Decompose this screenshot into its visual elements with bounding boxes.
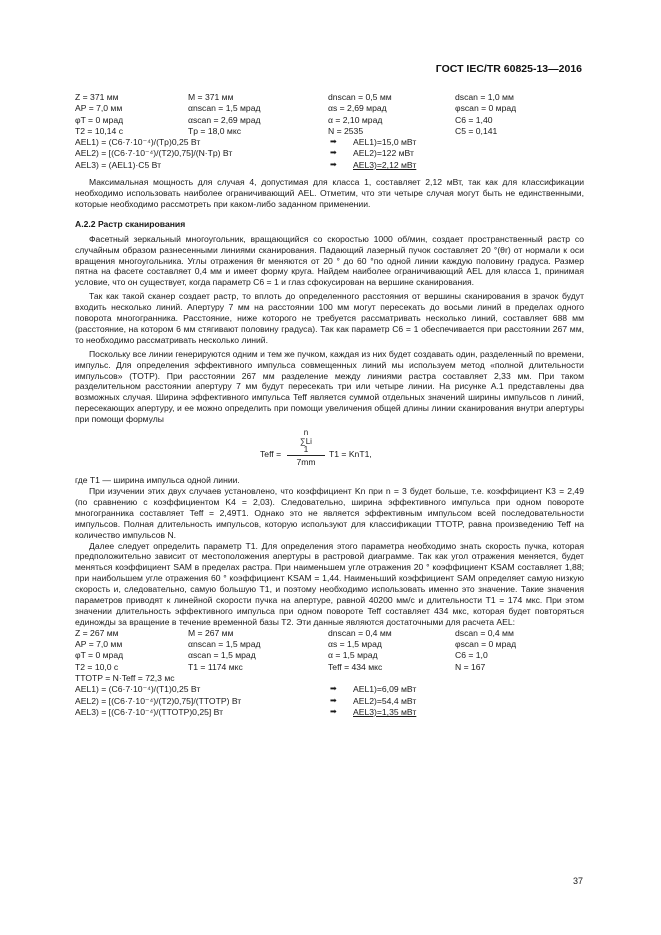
table-row bbox=[75, 115, 584, 126]
table-cell: Z = 267 мм bbox=[75, 627, 119, 638]
table-cell: AP = 7,0 мм bbox=[75, 103, 123, 114]
table-cell: N = 167 bbox=[455, 661, 486, 672]
ttotp-line bbox=[75, 673, 584, 684]
sum-lower-limit: 1 bbox=[303, 444, 309, 454]
ael-result: AEL2)=122 мВт bbox=[353, 148, 414, 159]
ael-formula: AEL3) = (AEL1)·C5 Вт bbox=[75, 159, 162, 170]
sum-upper-limit: n bbox=[303, 428, 309, 438]
table-cell: dscan = 0,4 мм bbox=[455, 627, 514, 638]
table-row bbox=[75, 662, 584, 673]
arrow-right-icon: ➡ bbox=[330, 137, 337, 147]
arrow-right-icon: ➡ bbox=[330, 684, 337, 694]
formula-denominator: 7mm bbox=[296, 457, 316, 468]
ael-result-limiting: AEL3)=1,35 мВт bbox=[353, 706, 417, 717]
table-cell: dnscan = 0,5 мм bbox=[328, 92, 392, 102]
ael-formula: AEL1) = (C6·7·10⁻⁴)/(Tp)0,25 Вт bbox=[75, 137, 201, 148]
paragraph-totp-method: Поскольку все линии генерируются одним и тем же пучком, каждая из них будет создавать один, разделенный по времени, импульс. Для определения эффективного импульса совмещенных линий мы используем метод «полной длительности импульсов» (TOTP). При расстоянии 267 мм разделение между линиями растра составляет 2,33 мм. При таком разделительном расстоянии апертуру 7 мм будут пересекать три или четыре линии. На рисунке А.1 представлены два возможных случая. Ширина эффективного импульса Teff является суммой отдельных значений ширины импульсов n линий, пересекающих апертуру, и ее можно определить при помощи увеличения общей длины линии сканирования внутри апертуры при помощи формулы bbox=[75, 348, 584, 425]
ttotp-formula: TTOTP = N·Teff = 72,3 мс bbox=[75, 672, 175, 683]
table-cell: C6 = 1,40 bbox=[455, 114, 493, 125]
table-cell: αs = 2,69 мрад bbox=[328, 103, 387, 114]
table-row bbox=[75, 92, 584, 103]
table-row bbox=[75, 126, 584, 137]
table-cell: Z = 371 мм bbox=[75, 92, 119, 102]
table-cell: Teff = 434 мкс bbox=[328, 661, 383, 672]
sum-expression: ∑Li bbox=[300, 436, 312, 446]
paragraph-multiple-lines: Так как такой сканер создает растр, то вплоть до определенного расстояния от вершины сканирования в зрачок будут входить несколько линий. Апертуру 7 мм на расстоянии 100 мм могут пересекать до восьми линий в пределах одного поворота многогранника. Расстояние, ниже которого не требуется рассматривать несколько линий, составляет 688 мм (расстояние, на котором 6 мм стягивают половину градуса). Так как параметр C6 = 1 обеспечивается при расстоянии 267 мм, то необходимо рассматривать несколько линий. bbox=[75, 291, 584, 345]
table-cell: φT = 0 мрад bbox=[75, 650, 124, 661]
section-title: Растр сканирования bbox=[97, 218, 186, 229]
table-cell: T1 = 1174 мкс bbox=[188, 661, 243, 672]
table-cell: φscan = 0 мрад bbox=[455, 639, 517, 650]
ael-formula: AEL1) = (C6·7·10⁻⁴)/(T1)0,25 Вт bbox=[75, 684, 201, 695]
arrow-right-icon: ➡ bbox=[330, 159, 337, 169]
ael-formula: AEL2) = [(C6·7·10⁻⁴)/(T2)0,75]/(TTOTP) Вт bbox=[75, 695, 242, 706]
table-cell: C6 = 1,0 bbox=[455, 650, 488, 661]
ael-calculations-2 bbox=[75, 684, 584, 718]
table-row bbox=[75, 639, 584, 650]
ael-result-limiting: AEL3)=2,12 мВт bbox=[353, 159, 417, 170]
ael-formula: AEL2) = [(C6·7·10⁻⁴)/(T2)0,75]/(N·Tp) Вт bbox=[75, 148, 233, 159]
table-cell: φT = 0 мрад bbox=[75, 114, 124, 125]
ael-row bbox=[75, 696, 584, 707]
table-cell: α = 2,10 мрад bbox=[328, 114, 383, 125]
table-row bbox=[75, 628, 584, 639]
table-cell: N = 2535 bbox=[328, 125, 364, 136]
ael-row bbox=[75, 160, 584, 171]
ael-row bbox=[75, 137, 584, 148]
teff-formula bbox=[75, 429, 584, 473]
ael-row bbox=[75, 707, 584, 718]
ael-result: AEL2)=54,4 мВт bbox=[353, 695, 417, 706]
ael-calculations-1 bbox=[75, 137, 584, 171]
table-row bbox=[75, 103, 584, 114]
arrow-right-icon: ➡ bbox=[330, 706, 337, 716]
formula-fraction bbox=[287, 429, 325, 468]
table-cell: αscan = 1,5 мрад bbox=[188, 650, 256, 661]
paragraph-where: где T1 — ширина импульса одной линии. bbox=[75, 475, 240, 486]
table-cell: AP = 7,0 мм bbox=[75, 639, 123, 650]
table-cell: αscan = 2,69 мрад bbox=[188, 114, 261, 125]
table-cell: M = 371 мм bbox=[188, 92, 234, 102]
paragraph-polygon: Фасетный зеркальный многоугольник, вращающийся со скоростью 1000 об/мин, создает пространственный растр со случайным образом разнесенными линиями сканирования. Падающий лазерный пучок составляет 20 °(θr) от нормали к оси вращения многоугольника. Углы отражения θr меняются от 20 ° до 60 °по одной линии каждую половину градуса. Размер пятна на фасете составляет 0,4 мм и имеет форму круга. Найдем наиболее ограничивающий AEL для класса 1, принимая условие, что он существует, когда параметр C6 = 1 и глаз сфокусирован на вершине сканирования. bbox=[75, 233, 584, 288]
table-cell: αnscan = 1,5 мрад bbox=[188, 639, 261, 650]
table-cell: α = 1,5 мрад bbox=[328, 650, 378, 661]
parameters-table-2 bbox=[75, 628, 584, 673]
table-cell: φscan = 0 мрад bbox=[455, 103, 517, 114]
table-cell: T2 = 10,0 с bbox=[75, 661, 119, 672]
paragraph-max-power: Максимальная мощность для случая 4, допустимая для класса 1, составляет 2,12 мВт, так как для классификации необходимо использовать наиболее ограничивающий AEL. Отметим, что эти четыре случая могут быть не единственными, которые необходимо рассмотреть при каком-либо заданном применении. bbox=[75, 177, 584, 209]
table-cell: C5 = 0,141 bbox=[455, 125, 498, 136]
arrow-right-icon: ➡ bbox=[330, 148, 337, 158]
table-cell: M = 267 мм bbox=[188, 627, 234, 638]
ael-result: AEL1)=6,09 мВт bbox=[353, 684, 417, 695]
document-header: ГОСТ IEC/TR 60825-13—2016 bbox=[435, 63, 582, 75]
parameters-table-1 bbox=[75, 92, 584, 137]
table-cell: dscan = 1,0 мм bbox=[455, 92, 514, 102]
table-cell: T2 = 10,14 с bbox=[75, 125, 124, 136]
arrow-right-icon: ➡ bbox=[330, 695, 337, 705]
section-number: А.2.2 bbox=[75, 218, 96, 229]
table-cell: αs = 1,5 мрад bbox=[328, 639, 382, 650]
page-number: 37 bbox=[573, 876, 584, 886]
section-heading bbox=[75, 219, 584, 230]
document-body bbox=[75, 92, 584, 718]
table-cell: Tp = 18,0 мкс bbox=[188, 125, 241, 136]
ael-result: AEL1)=15,0 мВт bbox=[353, 137, 417, 148]
ael-row bbox=[75, 148, 584, 159]
paragraph-parameter-t1: Далее следует определить параметр T1. Для определения этого параметра необходимо знать скорость пучка, которая предположительно зависит от местоположения апертуры в растровой диаграмме. Так как угол отражения меняется, будет меняться коэффициент SAM в пределах растра. При наименьшем угле отражения 20 ° коэффициент KSAM составляет 1,88; при наибольшем угле отражения 60 ° коэффициент KSAM = 1,44. Наименьший коэффициент SAM определяет самую низкую скорость и, следовательно, самую большую T1, и поэтому необходимо использовать именно это значение. Такие значения параметров приводят к линейной скорости пучка на апертуре, равной 40200 мм/с и длительности T1 = 174 мкс. При этом значении длительность эффективного импульса при одном повороте Teff составляет 434 мкс, которая будет повторяться единожды за вращение в течение временной базы T2. Эти данные являются достаточными для расчета AEL: bbox=[75, 540, 584, 627]
table-cell: dnscan = 0,4 мм bbox=[328, 627, 392, 638]
formula-rhs: T1 = KnT1, bbox=[329, 449, 372, 460]
formula-lhs: Teff = bbox=[260, 449, 282, 460]
table-cell: αnscan = 1,5 мрад bbox=[188, 103, 261, 114]
ael-row bbox=[75, 684, 584, 695]
paragraph-coefficient-kn: При изучении этих двух случаев установлено, что коэффициент Kn при n = 3 будет больше, т.е. коэффициент K3 = 2,49 (по сравнению с коэффициентом K4 = 2,03). Следовательно, ширина эффективного импульса при одном повороте многогранника составляет Teff = 2,49T1. Однако это не является эффективным импульсом всей последовательности импульсов. Полная длительность импульсов, которую используют для классификации TTOTP, равна произведению Teff на количество импульсов N. bbox=[75, 486, 584, 540]
ael-formula: AEL3) = [(C6·7·10⁻⁴)/(TTOTP)0,25] Вт bbox=[75, 706, 224, 717]
table-row bbox=[75, 650, 584, 661]
